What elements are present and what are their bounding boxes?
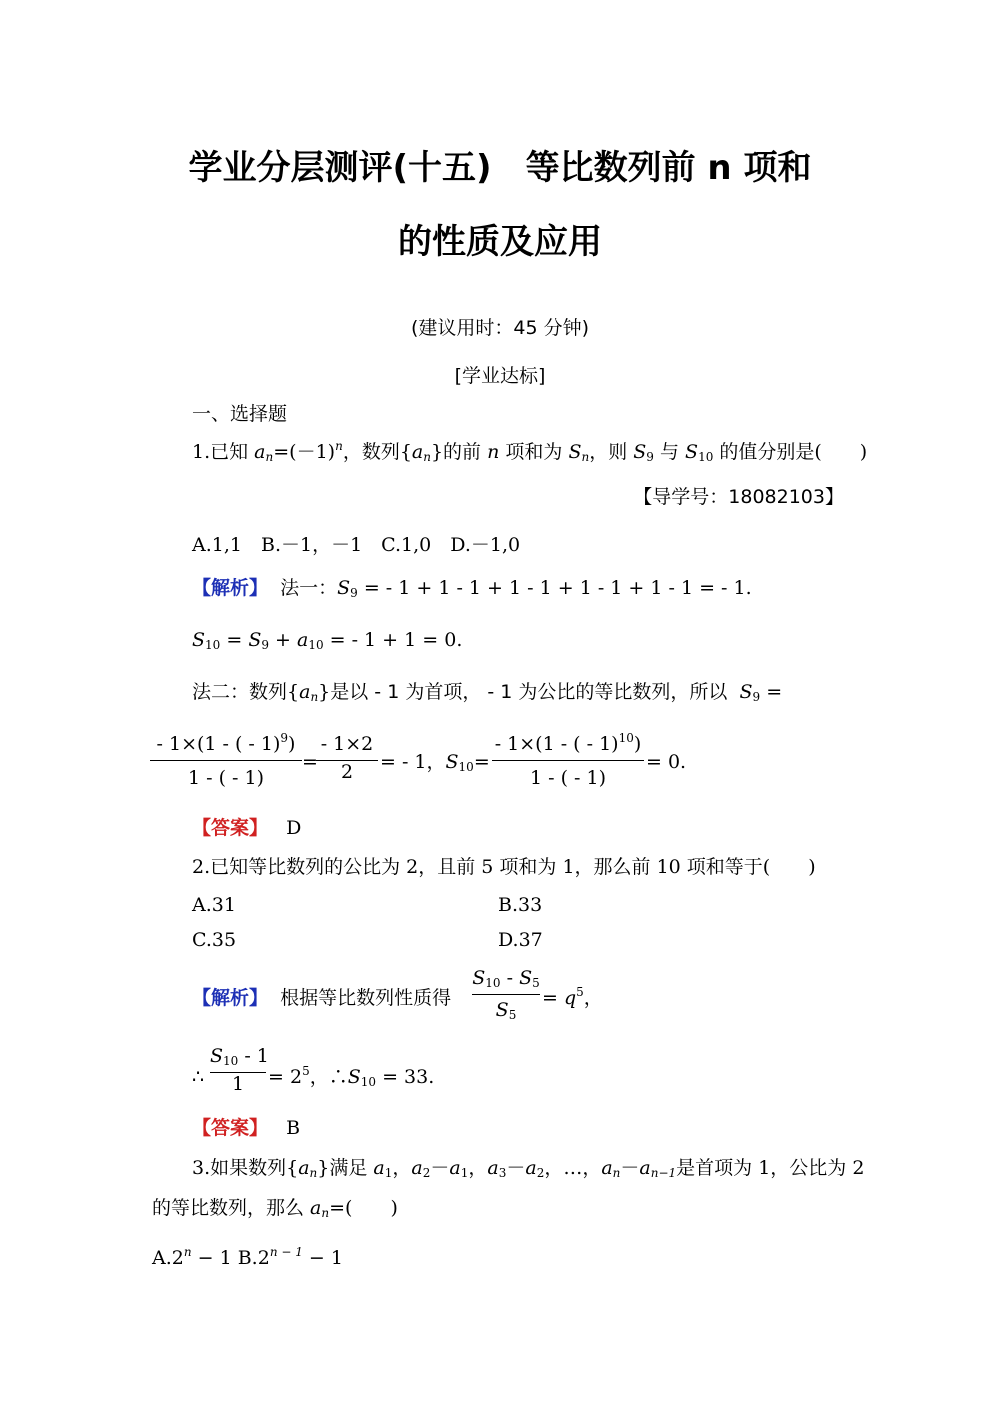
q1-stem: 1.已知 $a_n=(-1)^n$，数列$\{a_n\}$的前 n 项和为 $S_n$，则 $S_9$ 与 $S_{10}$ 的值分别是( ) [192,439,868,464]
q2-frac2-numerator: $S_{10} - 1$ [210,1045,269,1068]
section-heading: 一、选择题 [192,403,288,425]
q1-answer: 【答案】 D [192,817,302,839]
answer-tag: 【答案】 [192,817,269,839]
q1-eq4: = 0. [646,751,687,773]
q2-result: = $2^5$，$\therefore S_{10} = 33$. [268,1064,435,1089]
page-title-line2: 的性质及应用 [398,222,602,262]
q1-frac1-denominator: 1 - ( - 1) [188,767,264,789]
q2-option-a: A.31 [192,894,236,916]
q1-frac3-bar [492,760,644,761]
q1-options: A.1,1 B.－1，－1 C.1,0 D.－1,0 [192,534,521,556]
q2-frac-bar [472,994,540,995]
q2-therefore: ∴ [192,1066,205,1088]
q2-stem: 2.已知等比数列的公比为 2，且前 5 项和为 1，那么前 10 项和等于( ) [192,856,816,878]
q2-answer: 【答案】 B [192,1117,301,1139]
q2-option-b: B.33 [498,894,543,916]
q2-frac-numerator: $S_{10} - S_5$ [472,967,540,990]
q2-option-c: C.35 [192,929,237,951]
q1-solution-line2: $S_{10} = S_9 + a_{10}$ = - 1 + 1 = 0. [192,629,463,652]
q2-frac2-denominator: 1 [231,1073,245,1095]
jiexi-tag: 【解析】 [192,577,269,599]
q1-guide-number: 【导学号：18082103】 [633,486,844,508]
q3-stem-line2: 的等比数列，那么 $a_n=$( ) [152,1197,398,1220]
q2-option-d: D.37 [498,929,543,951]
q2-frac-denominator: $S_5$ [495,999,517,1022]
q1-solution-method2: 法二：数列$\{a_n\}$是以 - 1 为首项， - 1 为公比的等比数列，所以 $S_9$ = [192,681,783,704]
q1-frac3-denominator: 1 - ( - 1) [530,767,606,789]
q1-frac1-bar [150,760,302,761]
q3-stem-line1: 3.如果数列$\{a_n\}$满足 $a_1$，$a_2-a_1$，$a_3-a_2$，…，$a_n-a_{n-1}$是首项为 1，公比为 2 [192,1157,865,1180]
q1-frac3-numerator: - 1×(1 - ( - 1)$^{10}$) [494,731,642,755]
q1-solution-method1: 【解析】 法一：$S_9$ = - 1 + 1 - 1 + 1 - 1 + 1 - 1 + 1 - 1 = - 1. [192,577,752,600]
q1-eq1: = [302,751,318,773]
q2-eq-q: = $q^5$， [542,985,603,1009]
level-heading: [学业达标] [454,365,546,387]
q3-options: $A.2^n - 1$ $B.2^{n - 1} - 1$ [152,1245,343,1269]
q1-frac2-denominator: 2 [340,761,354,783]
q1-frac2-numerator: - 1×2 [320,733,374,755]
time-note: (建议用时：45 分钟) [410,317,590,339]
q1-frac1-numerator: - 1×(1 - ( - 1)$^9$) [156,731,296,755]
q2-solution: 【解析】 根据等比数列性质得 [192,987,452,1009]
page-title-line1: 学业分层测评(十五) 等比数列前 n 项和 [188,148,812,188]
q1-eq2: = - 1，$S_{10}=$ [380,751,490,774]
